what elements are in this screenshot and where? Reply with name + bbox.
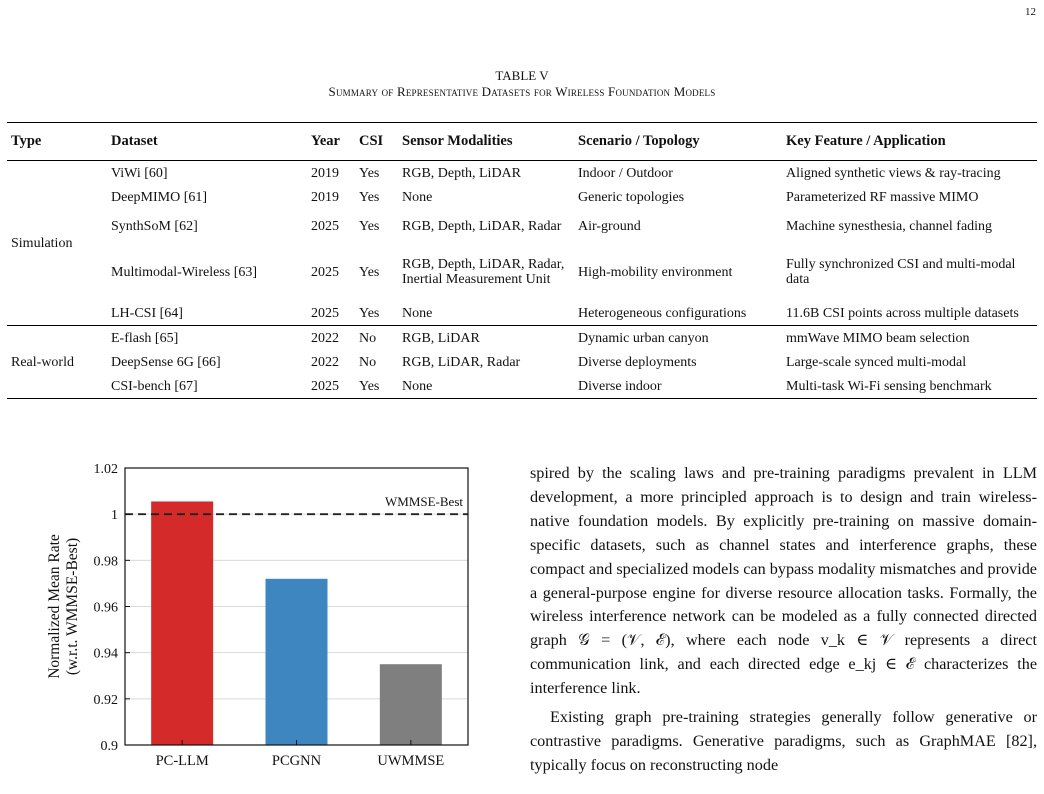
- dataset-cell: SynthSoM [62]: [111, 218, 198, 234]
- dataset-cell: CSI-bench [67]: [107, 374, 307, 399]
- table-row: [7, 301, 1037, 326]
- sensor-cell: RGB, LiDAR: [402, 330, 480, 346]
- scenario-cell: High-mobility environment: [578, 264, 733, 280]
- y-tick-label: 1.02: [93, 462, 118, 477]
- bar-pc-llm: [151, 501, 213, 745]
- sensor-cell: RGB, Depth, LiDAR: [402, 165, 521, 181]
- csi-cell: Yes: [359, 218, 380, 234]
- x-tick-label: UWMMSE: [377, 753, 445, 769]
- reference-label: WMMSE-Best: [385, 494, 463, 510]
- header-year: Year: [307, 123, 355, 161]
- sensor-cell: None: [398, 301, 574, 326]
- csi-cell: Yes: [359, 189, 380, 205]
- sensor-cell: RGB, Depth, LiDAR, Radar, Inertial Measurement Unit: [402, 257, 565, 287]
- table-row: [7, 209, 1037, 243]
- sensor-cell: RGB, Depth, LiDAR, Radar: [402, 218, 562, 234]
- header-type: Type: [7, 123, 107, 161]
- csi-cell: No: [359, 330, 377, 346]
- body-paragraph-1: spired by the scaling laws and pre-training paradigms prevalent in LLM development, a more principled approach is to design and train wireless-native foundation models. By explicitly pre-training on massive domain-specific datasets, such as channel states and interference graphs, these compact and specialized models can bypass modality mismatches and provide a general-purpose engine for diverse resource allocation tasks. Formally, the wireless interference network can be modeled as a fully connected directed graph 𝒢 = (𝒱, ℰ), where each node v_k ∈ 𝒱 represents a direct communication link, and each directed edge e_kj ∈ ℰ characterizes the interference link.: [530, 464, 1037, 698]
- scenario-cell: Generic topologies: [578, 189, 685, 205]
- dataset-cell: Multimodal-Wireless [63]: [111, 264, 258, 280]
- header-csi: CSI: [355, 123, 398, 161]
- y-tick-label: 0.9: [100, 739, 118, 754]
- year-cell: 2025: [307, 301, 355, 326]
- scenario-cell: Heterogeneous configurations: [574, 301, 782, 326]
- dataset-cell: ViWi [60]: [111, 165, 168, 181]
- y-tick-label: 0.96: [93, 600, 118, 616]
- csi-cell: Yes: [359, 264, 380, 280]
- table-row: [7, 161, 1037, 186]
- year-cell: 2022: [311, 330, 339, 346]
- year-cell: 2019: [311, 165, 339, 181]
- year-cell: 2022: [311, 354, 339, 370]
- feature-cell: Fully synchronized CSI and multi-modal data: [786, 257, 1016, 287]
- table-row: [7, 350, 1037, 374]
- page-number: 12: [1025, 6, 1036, 18]
- header-dataset: Dataset: [107, 123, 307, 161]
- year-cell: 2025: [311, 264, 339, 280]
- sensor-cell: RGB, LiDAR, Radar: [402, 354, 521, 370]
- table-header-row: [7, 123, 1037, 161]
- csi-cell: Yes: [355, 374, 398, 399]
- table-number: TABLE V: [495, 68, 549, 83]
- year-cell: 2025: [311, 218, 339, 234]
- datasets-table: [7, 122, 1037, 399]
- table-caption: [0, 68, 1044, 100]
- feature-cell: mmWave MIMO beam selection: [786, 330, 970, 346]
- body-paragraph-2: Existing graph pre-training strategies generally follow generative or contrastive paradigms. Generative paradigms, such as GraphMAE [82], typically focus on reconstructing node: [530, 708, 1037, 774]
- feature-cell: Aligned synthetic views & ray-tracing: [786, 165, 1001, 181]
- scenario-cell: Diverse indoor: [574, 374, 782, 399]
- scenario-cell: Diverse deployments: [578, 354, 697, 370]
- x-tick-label: PCGNN: [271, 753, 322, 769]
- header-key-feature: Key Feature / Application: [782, 123, 1037, 161]
- y-tick-label: 0.98: [93, 554, 118, 570]
- dataset-cell: E-flash [65]: [111, 330, 179, 346]
- y-tick-label: 1: [111, 508, 118, 524]
- dataset-cell: LH-CSI [64]: [107, 301, 307, 326]
- year-cell: 2025: [307, 374, 355, 399]
- dataset-cell: DeepMIMO [61]: [111, 189, 208, 205]
- table-row: [7, 243, 1037, 301]
- body-text: [530, 462, 1037, 778]
- year-cell: 2019: [311, 189, 339, 205]
- sensor-cell: None: [398, 374, 574, 399]
- scenario-cell: Dynamic urban canyon: [578, 330, 709, 346]
- scenario-cell: Indoor / Outdoor: [578, 165, 673, 181]
- table-row: [7, 374, 1037, 399]
- csi-cell: No: [359, 354, 377, 370]
- header-sensor-modalities: Sensor Modalities: [398, 123, 574, 161]
- y-tick-label: 0.94: [93, 646, 118, 662]
- scenario-cell: Air-ground: [578, 218, 641, 234]
- y-tick-label: 0.92: [93, 692, 118, 708]
- table-row: [7, 185, 1037, 209]
- csi-cell: Yes: [355, 301, 398, 326]
- bar-uwmmse: [380, 664, 442, 745]
- x-tick-label: PC-LLM: [155, 753, 209, 769]
- table-row: [7, 326, 1037, 351]
- csi-cell: Yes: [359, 165, 380, 181]
- y-axis-label-line2: (w.r.t. WMMSE-Best): [64, 537, 81, 676]
- feature-cell: Large-scale synced multi-modal: [786, 354, 967, 370]
- group-type-cell: Real-world: [7, 326, 107, 399]
- feature-cell: Parameterized RF massive MIMO: [786, 189, 979, 205]
- y-axis-label-line1: Normalized Mean Rate: [46, 534, 63, 679]
- dataset-cell: DeepSense 6G [66]: [111, 354, 221, 370]
- bar-pcgnn: [266, 579, 328, 745]
- bar-chart: [0, 455, 490, 794]
- header-scenario: Scenario / Topology: [574, 123, 782, 161]
- sensor-cell: None: [402, 189, 433, 205]
- table-title: Summary of Representative Datasets for Wireless Foundation Models: [328, 84, 716, 99]
- feature-cell: Machine synesthesia, channel fading: [786, 218, 993, 234]
- group-type-cell: Simulation: [7, 161, 107, 326]
- feature-cell: Multi-task Wi-Fi sensing benchmark: [782, 374, 1037, 399]
- feature-cell: 11.6B CSI points across multiple datasets: [782, 301, 1037, 326]
